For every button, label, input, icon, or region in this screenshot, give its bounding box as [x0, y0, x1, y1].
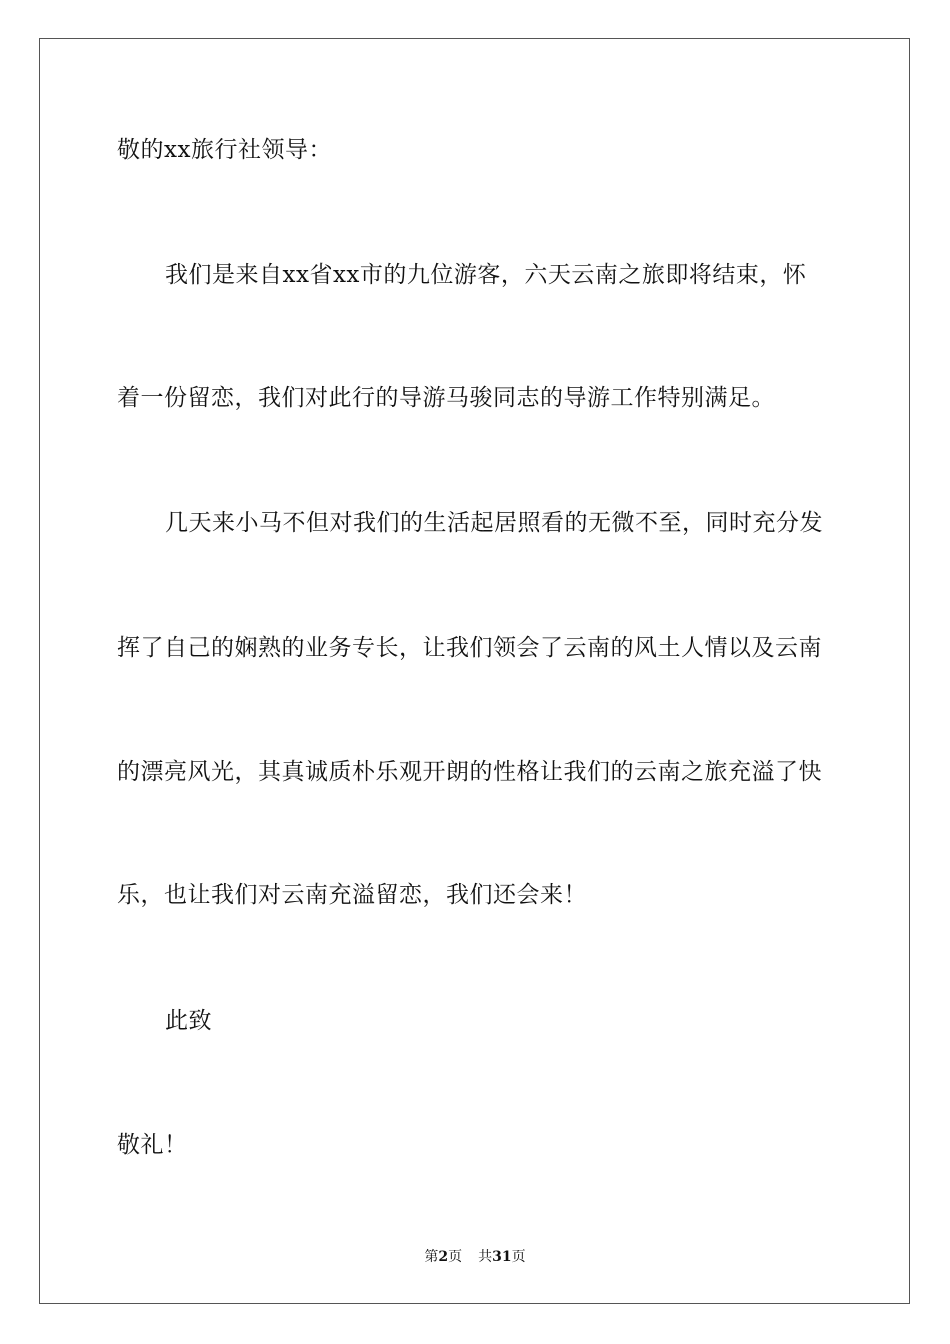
total-page-number: 31: [492, 1249, 512, 1265]
total-prefix: 共: [478, 1249, 493, 1265]
page-prefix: 第: [424, 1249, 439, 1265]
letter-salutation: 敬的xx旅行社领导：: [117, 137, 332, 163]
paragraph-1-line-2: 着一份留恋，我们对此行的导游马骏同志的导游工作特别满足。: [117, 385, 775, 411]
total-unit: 页: [511, 1249, 526, 1265]
paragraph-2-line-3: 的漂亮风光，其真诚质朴乐观开朗的性格让我们的云南之旅充溢了快: [117, 759, 822, 785]
page-unit: 页: [448, 1249, 463, 1265]
letter-closing: 此致: [165, 1008, 212, 1034]
page-frame: [39, 38, 910, 1304]
paragraph-1-line-1: 我们是来自xx省xx市的九位游客，六天云南之旅即将结束，怀: [165, 262, 807, 288]
paragraph-2-line-2: 挥了自己的娴熟的业务专长，让我们领会了云南的风土人情以及云南: [117, 635, 822, 661]
page-footer: [0, 1248, 950, 1266]
current-page-number: 2: [438, 1249, 449, 1265]
paragraph-2-line-1: 几天来小马不但对我们的生活起居照看的无微不至，同时充分发: [165, 510, 823, 536]
paragraph-2-line-4: 乐，也让我们对云南充溢留恋，我们还会来！: [117, 882, 587, 908]
letter-regards: 敬礼！: [117, 1132, 188, 1158]
